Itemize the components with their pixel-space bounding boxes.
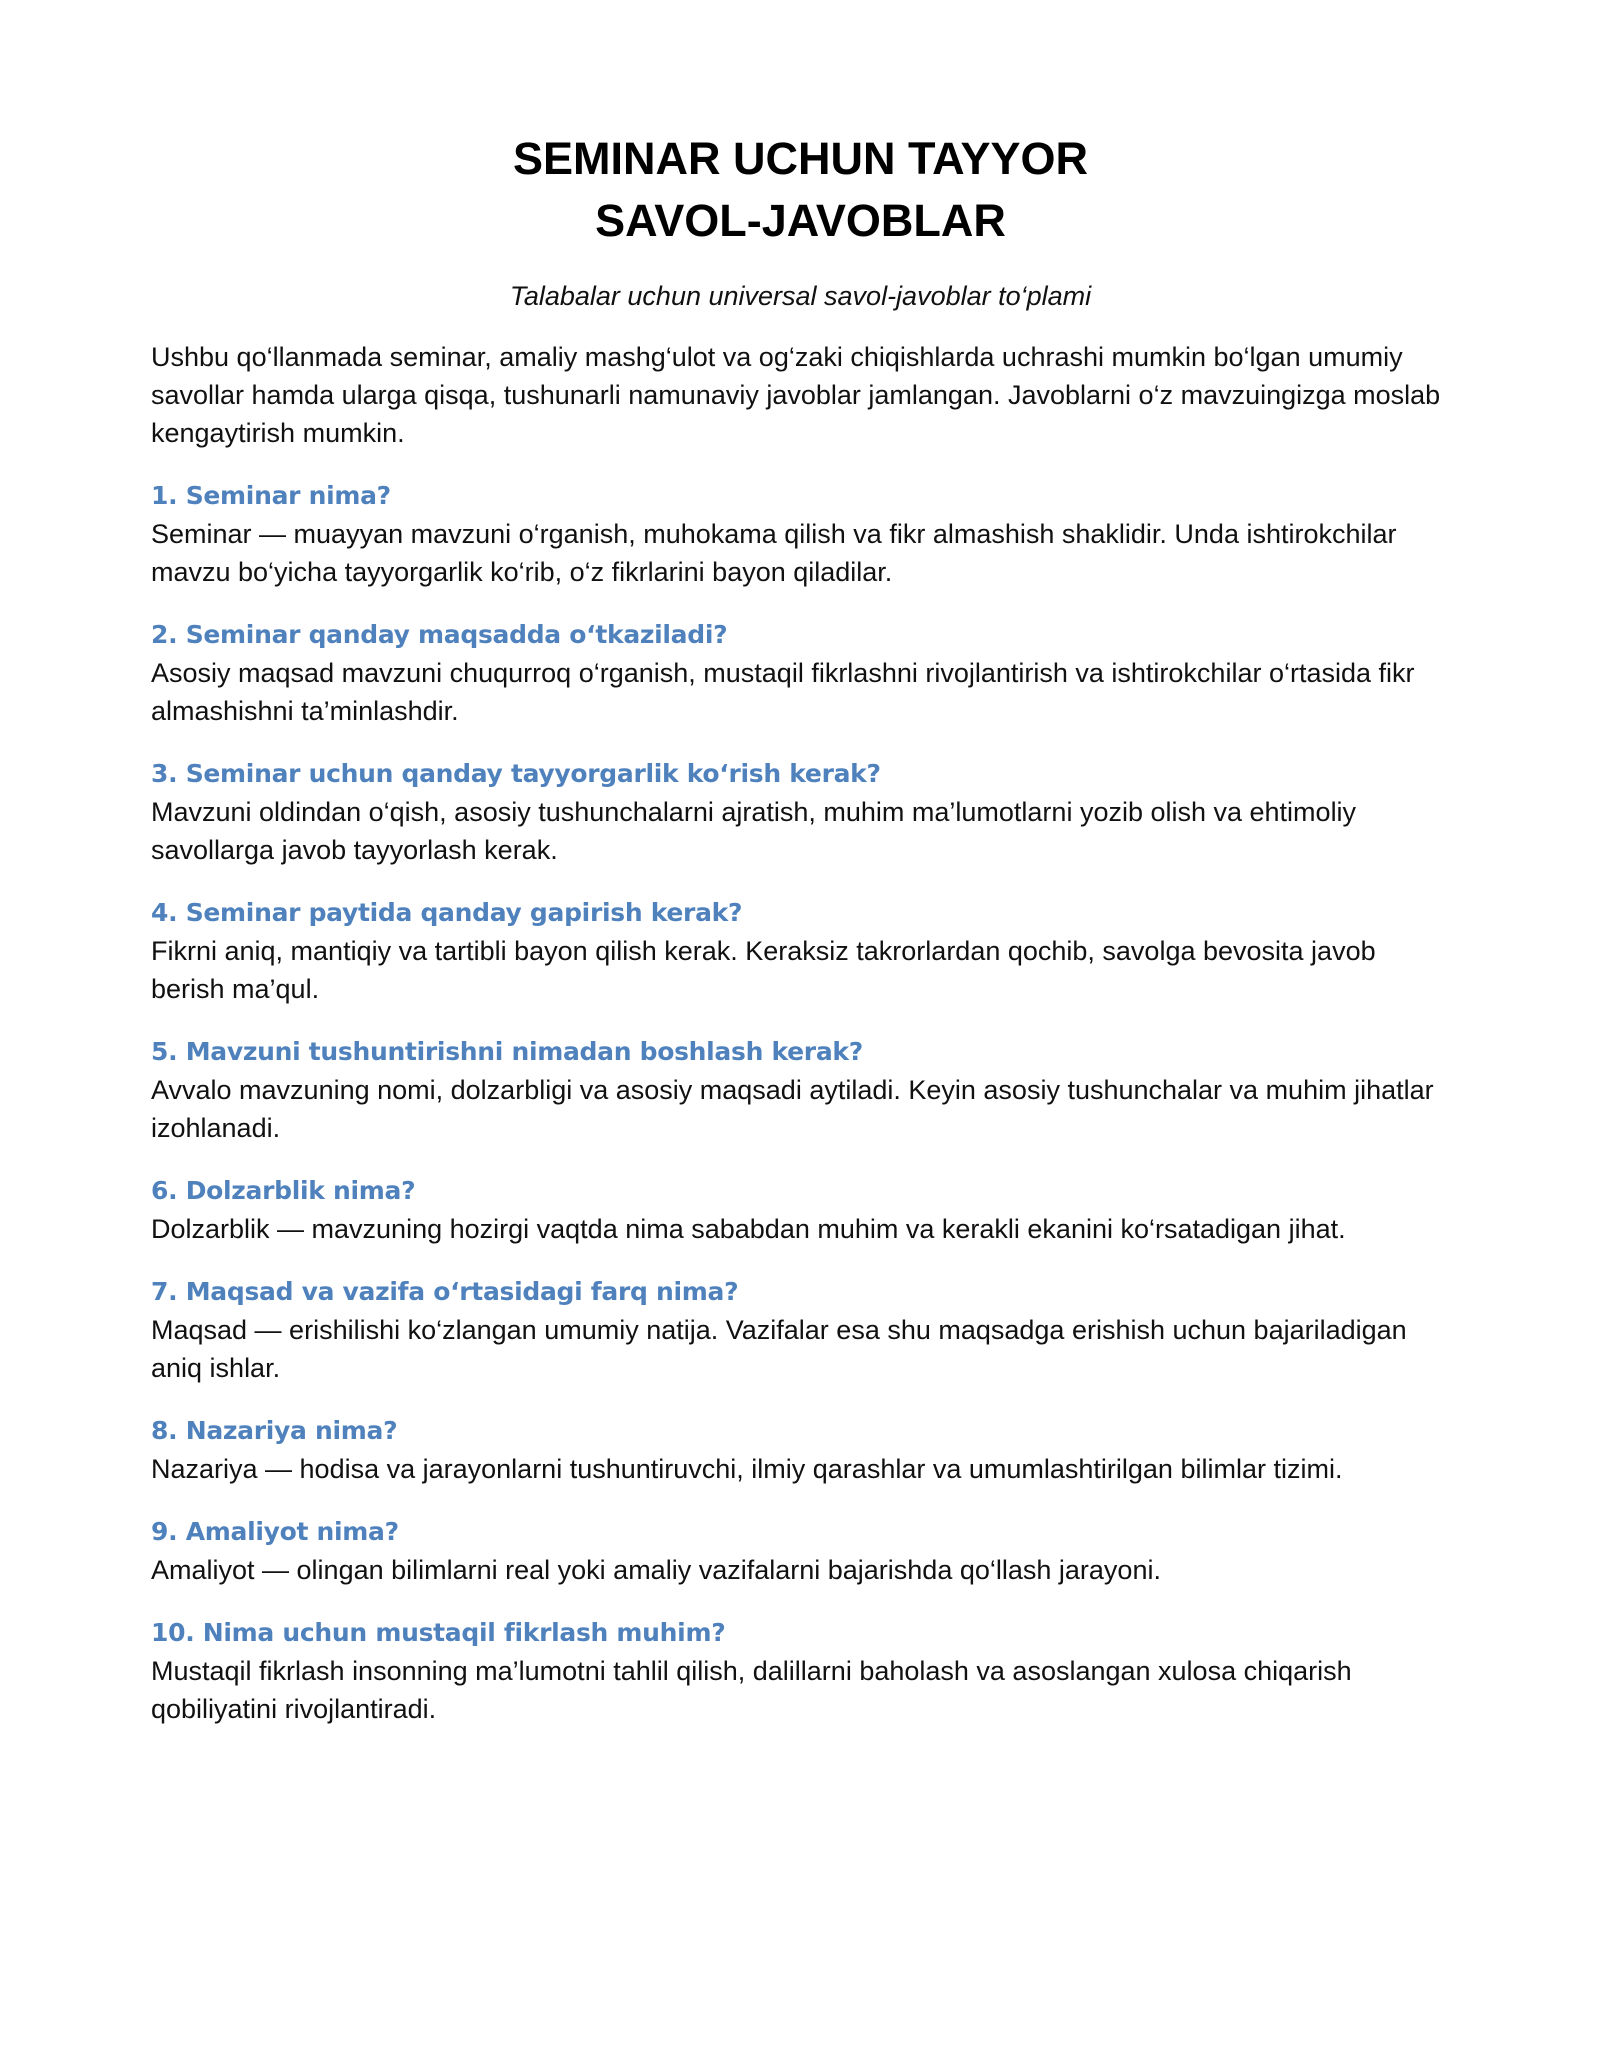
question-heading: 4. Seminar paytida qanday gapirish kerak?: [151, 898, 743, 927]
question-heading: 10. Nima uchun mustaqil fikrlash muhim?: [151, 1618, 726, 1647]
question-heading: 9. Amaliyot nima?: [151, 1517, 399, 1546]
answer-text: Asosiy maqsad mavzuni chuqurroq o‘rganish, mustaqil fikrlashni rivojlantirish va ishtirokchilar o‘rtasida fikr almashishni ta’minlashdir.: [151, 658, 1415, 726]
answer-text: Seminar — muayyan mavzuni o‘rganish, muhokama qilish va fikr almashish shaklidir. Unda ishtirokchilar mavzu bo‘yicha tayyorgarlik ko‘rib, o‘z fikrlarini bayon qiladilar.: [151, 519, 1397, 587]
answer-text: Maqsad — erishilishi ko‘zlangan umumiy natija. Vazifalar esa shu maqsadga erishish uchun bajariladigan aniq ishlar.: [151, 1315, 1407, 1383]
answer-text: Nazariya — hodisa va jarayonlarni tushuntiruvchi, ilmiy qarashlar va umumlashtirilgan bilimlar tizimi.: [151, 1454, 1343, 1484]
page-subtitle: Talabalar uchun universal savol-javoblar to‘plami: [509, 281, 1092, 311]
answer-text: Mavzuni oldindan o‘qish, asosiy tushunchalarni ajratish, muhim ma’lumotlarni yozib olish va ehtimoliy savollarga javob tayyorlash kerak.: [151, 797, 1357, 865]
question-heading: 3. Seminar uchun qanday tayyorgarlik ko‘rish kerak?: [151, 759, 881, 788]
qa-item: [151, 1412, 1450, 1488]
qa-item: [151, 894, 1450, 1008]
answer-text: Amaliyot — olingan bilimlarni real yoki amaliy vazifalarni bajarishda qo‘llash jarayoni.: [151, 1555, 1161, 1585]
qa-item: [151, 1614, 1450, 1728]
qa-item: [151, 1273, 1450, 1387]
qa-item: [151, 477, 1450, 591]
qa-item: [151, 755, 1450, 869]
answer-text: Avvalo mavzuning nomi, dolzarbligi va asosiy maqsadi aytiladi. Keyin asosiy tushunchalar va muhim jihatlar izohlanadi.: [151, 1075, 1434, 1143]
question-heading: 2. Seminar qanday maqsadda o‘tkaziladi?: [151, 620, 728, 649]
page-title: [151, 128, 1450, 252]
question-heading: 6. Dolzarblik nima?: [151, 1176, 416, 1205]
question-heading: 5. Mavzuni tushuntirishni nimadan boshlash kerak?: [151, 1037, 863, 1066]
page-title-line-1: SEMINAR UCHUN TAYYOR: [512, 133, 1089, 184]
qa-item: [151, 1513, 1450, 1589]
intro-paragraph: Ushbu qo‘llanmada seminar, amaliy mashg‘ulot va og‘zaki chiqishlarda uchrashi mumkin bo‘lgan umumiy savollar hamda ularga qisqa, tushunarli namunaviy javoblar jamlangan. Javoblarni o‘z mavzuingizga moslab kengaytirish mumkin.: [151, 342, 1441, 448]
question-heading: 1. Seminar nima?: [151, 481, 391, 510]
question-heading: 8. Nazariya nima?: [151, 1416, 398, 1445]
answer-text: Dolzarblik — mavzuning hozirgi vaqtda nima sababdan muhim va kerakli ekanini ko‘rsatadigan jihat.: [151, 1214, 1346, 1244]
qa-item: [151, 616, 1450, 730]
qa-item: [151, 1172, 1450, 1248]
answer-text: Fikrni aniq, mantiqiy va tartibli bayon qilish kerak. Keraksiz takrorlardan qochib, savolga bevosita javob berish ma’qul.: [151, 936, 1376, 1004]
qa-item: [151, 1033, 1450, 1147]
page-title-line-2: SAVOL-JAVOBLAR: [595, 195, 1006, 246]
question-heading: 7. Maqsad va vazifa o‘rtasidagi farq nima?: [151, 1277, 739, 1306]
answer-text: Mustaqil fikrlash insonning ma’lumotni tahlil qilish, dalillarni baholash va asoslangan xulosa chiqarish qobiliyatini rivojlantiradi.: [151, 1656, 1352, 1724]
qa-list: [151, 477, 1450, 1728]
